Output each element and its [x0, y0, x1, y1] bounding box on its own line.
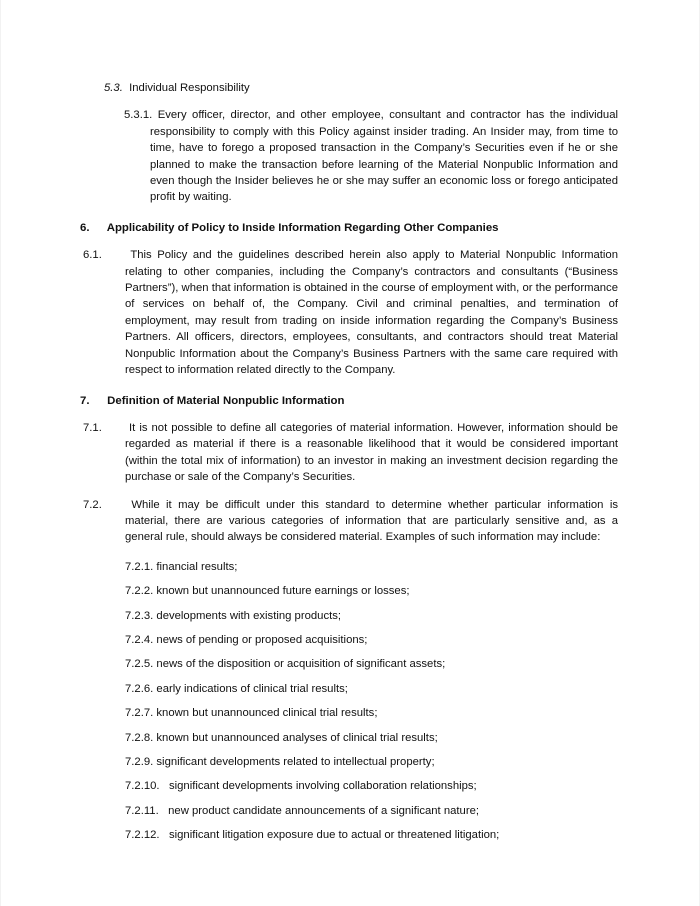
item-number: 6.1.: [83, 249, 102, 262]
item-number: 7.2.: [83, 498, 102, 511]
section-paragraph: [0, 497, 700, 546]
item-number: 7.2.11.: [125, 804, 159, 817]
section-heading: [0, 220, 700, 236]
document-body: [0, 80, 700, 852]
item-text: financial results;: [156, 560, 238, 573]
list-item: [0, 681, 700, 697]
list-item: [0, 803, 700, 819]
item-number: 7.: [80, 394, 90, 407]
item-number: 7.2.4.: [125, 633, 154, 646]
item-text: developments with existing products;: [156, 609, 342, 622]
item-text: Applicability of Policy to Inside Information Regarding Other Companies: [106, 221, 499, 234]
list-item: [0, 632, 700, 648]
item-number: 5.3.1.: [124, 109, 153, 122]
item-number: 5.3.: [104, 82, 123, 94]
list-item: [0, 778, 700, 794]
item-number: 7.2.8.: [125, 731, 154, 744]
list-item: [0, 559, 700, 575]
list-item: [0, 608, 700, 624]
item-text: Definition of Material Nonpublic Information: [107, 394, 345, 407]
item-text: news of pending or proposed acquisitions;: [156, 633, 368, 646]
list-item: [0, 705, 700, 721]
item-text: known but unannounced future earnings or losses;: [156, 585, 410, 598]
item-text: While it may be difficult under this standard to determine whether particular information is material, there are various categories of information that are particularly sensitive and, as a general rule, should always be considered material. Examples of such information may include:: [125, 498, 618, 544]
item-text: It is not possible to define all categories of material information. However, information should be regarded as material if there is a reasonable likelihood that it would be considered important (within the total mix of information) to an investor in making an investment decision regarding the purchase or sale of the Company’s Securities.: [125, 421, 619, 484]
section-heading: [0, 393, 700, 409]
item-text: significant developments involving collaboration relationships;: [162, 780, 477, 793]
item-number: 7.2.6.: [125, 682, 154, 695]
list-item: [0, 827, 700, 843]
item-text: Individual Responsibility: [129, 82, 250, 94]
item-text: news of the disposition or acquisition of significant assets;: [156, 658, 446, 671]
item-number: 7.2.12.: [125, 829, 160, 842]
item-text: known but unannounced clinical trial results;: [156, 707, 378, 720]
item-number: 7.2.7.: [125, 707, 154, 720]
list-item: [0, 656, 700, 672]
item-number: 7.2.9.: [125, 756, 154, 768]
list-item: [0, 754, 700, 770]
list-item: [0, 730, 700, 746]
section-paragraph: [0, 420, 700, 486]
item-number: 7.2.3.: [125, 609, 154, 622]
section-paragraph: [0, 247, 700, 378]
item-text: new product candidate announcements of a significant nature;: [161, 804, 480, 817]
list-item: [0, 583, 700, 599]
section-subheading: [0, 80, 700, 96]
item-number: 6.: [80, 221, 90, 234]
item-text: early indications of clinical trial results;: [156, 682, 348, 695]
item-text: known but unannounced analyses of clinical trial results;: [156, 731, 438, 744]
section-paragraph: [0, 107, 700, 205]
item-text: significant litigation exposure due to actual or threatened litigation;: [162, 829, 500, 842]
item-text: This Policy and the guidelines described herein also apply to Material Nonpublic Information relating to other companies, including the Company’s contractors and consultants (“Business Partners”), when that information is obtained in the course of employment with, or the performance of services on behalf of, the Company. Civil and criminal penalties, and termination of employment, may result from trading on inside information regarding the Company’s Business Partners. All officers, directors, employees, consultants, and contractors should treat Material Nonpublic Information about the Company’s Business Partners with the same care required with respect to information related directly to the Company.: [125, 249, 618, 377]
item-number: 7.2.1.: [125, 560, 154, 573]
item-text: significant developments related to intellectual property;: [156, 756, 435, 768]
item-number: 7.1.: [83, 421, 102, 434]
item-text: Every officer, director, and other employee, consultant and contractor has the individual responsibility to comply with this Policy against insider trading. An Insider may, from time to time, have to forego a proposed transaction in the Company’s Securities even if he or she planned to make the transaction before learning of the Material Nonpublic Information and even though the Insider believes he or she may suffer an economic loss or forego anticipated profit by waiting.: [150, 109, 619, 204]
item-number: 7.2.2.: [125, 585, 154, 598]
item-number: 7.2.10.: [125, 780, 160, 793]
item-number: 7.2.5.: [125, 658, 154, 671]
